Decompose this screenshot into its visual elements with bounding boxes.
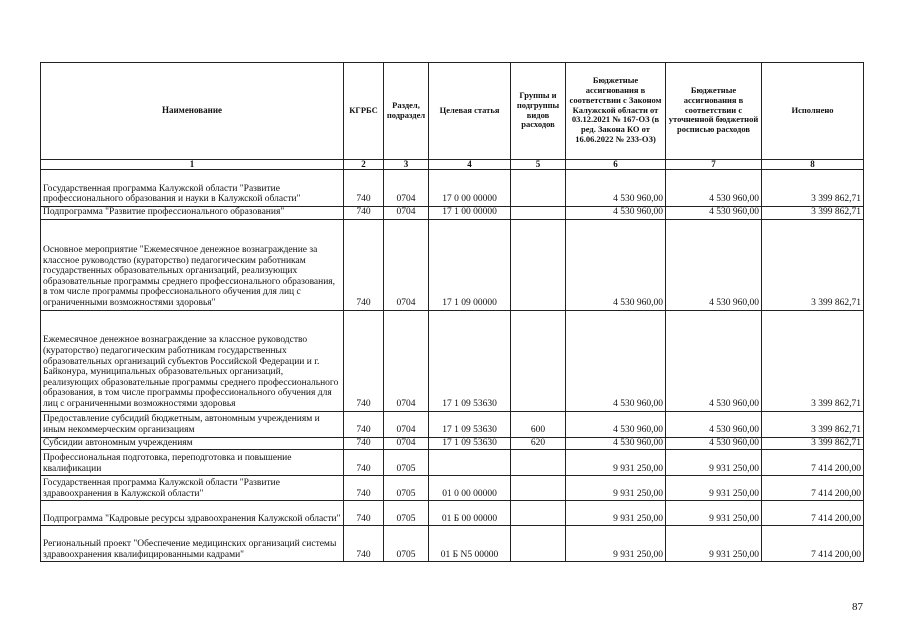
- row-kgrbs: 740: [344, 411, 384, 437]
- row-kgrbs: 740: [344, 437, 384, 450]
- table-row: [41, 207, 864, 220]
- column-number-row: [41, 160, 864, 170]
- row-target: [429, 450, 511, 476]
- table-row: [41, 450, 864, 476]
- table-row: [41, 310, 864, 411]
- row-section: 0704: [384, 310, 429, 411]
- row-executed: 7 414 200,00: [762, 450, 864, 476]
- header-name: Наименование: [41, 63, 344, 160]
- row-kgrbs: 740: [344, 476, 384, 501]
- row-section: 0704: [384, 411, 429, 437]
- header-target: Целевая статья: [429, 63, 511, 160]
- row-group: [511, 526, 566, 562]
- row-target: 01 0 00 00000: [429, 476, 511, 501]
- row-executed: 3 399 862,71: [762, 411, 864, 437]
- row-group: [511, 170, 566, 207]
- header-law: Бюджетные ассигнования в соответствии с Законом Калужской области от 03.12.2021 № 167-ОЗ (в ред. Закона КО от 16.06.2022 № 233-ОЗ): [566, 63, 666, 160]
- header-refined: Бюджетные ассигнования в соответствии с уточненной бюджетной росписью расходов: [666, 63, 762, 160]
- column-number: 1: [41, 160, 344, 170]
- table-row: [41, 476, 864, 501]
- row-law: 9 931 250,00: [566, 501, 666, 526]
- row-refined: 9 931 250,00: [666, 450, 762, 476]
- row-law: 4 530 960,00: [566, 411, 666, 437]
- column-number: 5: [511, 160, 566, 170]
- row-executed: 3 399 862,71: [762, 310, 864, 411]
- row-executed: 3 399 862,71: [762, 170, 864, 207]
- row-refined: 4 530 960,00: [666, 219, 762, 310]
- row-name: Подпрограмма "Развитие профессионального образования": [41, 207, 344, 220]
- budget-table: [40, 62, 864, 562]
- row-executed: 3 399 862,71: [762, 437, 864, 450]
- row-section: 0705: [384, 526, 429, 562]
- row-group: [511, 450, 566, 476]
- row-law: 4 530 960,00: [566, 170, 666, 207]
- row-section: 0704: [384, 207, 429, 220]
- row-executed: 3 399 862,71: [762, 219, 864, 310]
- row-law: 9 931 250,00: [566, 476, 666, 501]
- row-refined: 9 931 250,00: [666, 501, 762, 526]
- row-section: 0704: [384, 170, 429, 207]
- row-target: 01 Б 00 00000: [429, 501, 511, 526]
- header-executed: Исполнено: [762, 63, 864, 160]
- header-section: Раздел, подраздел: [384, 63, 429, 160]
- row-refined: 9 931 250,00: [666, 476, 762, 501]
- column-number: 6: [566, 160, 666, 170]
- row-executed: 7 414 200,00: [762, 501, 864, 526]
- column-number: 8: [762, 160, 864, 170]
- row-law: 9 931 250,00: [566, 526, 666, 562]
- row-group: 600: [511, 411, 566, 437]
- row-kgrbs: 740: [344, 501, 384, 526]
- page-number: 87: [852, 601, 863, 613]
- row-group: [511, 219, 566, 310]
- table-row: [41, 526, 864, 562]
- row-section: 0705: [384, 450, 429, 476]
- row-law: 4 530 960,00: [566, 219, 666, 310]
- row-name: Государственная программа Калужской области "Развитие здравоохранения в Калужской области": [41, 476, 344, 501]
- table-row: [41, 501, 864, 526]
- table-row: [41, 437, 864, 450]
- table-row: [41, 170, 864, 207]
- row-kgrbs: 740: [344, 526, 384, 562]
- column-number: 2: [344, 160, 384, 170]
- row-name: Подпрограмма "Кадровые ресурсы здравоохранения Калужской области": [41, 501, 344, 526]
- row-executed: 3 399 862,71: [762, 207, 864, 220]
- row-target: 17 1 09 53630: [429, 411, 511, 437]
- row-law: 4 530 960,00: [566, 310, 666, 411]
- row-group: [511, 476, 566, 501]
- header-kgrbs: КГРБС: [344, 63, 384, 160]
- row-refined: 4 530 960,00: [666, 310, 762, 411]
- row-kgrbs: 740: [344, 310, 384, 411]
- row-law: 4 530 960,00: [566, 207, 666, 220]
- row-target: 17 1 09 53630: [429, 437, 511, 450]
- row-name: Основное мероприятие "Ежемесячное денежное вознаграждение за классное руководство (кураторство) педагогическим работникам государственных образовательных организаций, реализующих образовательные программы среднего профессионального образования, в том числе программы профессионального обучения для лиц с ограниченными возможностями здоровья": [41, 219, 344, 310]
- row-refined: 4 530 960,00: [666, 207, 762, 220]
- row-law: 4 530 960,00: [566, 437, 666, 450]
- header-groups: Группы и подгруппы видов расходов: [511, 63, 566, 160]
- row-group: [511, 207, 566, 220]
- row-refined: 4 530 960,00: [666, 437, 762, 450]
- row-kgrbs: 740: [344, 450, 384, 476]
- row-target: 17 0 00 00000: [429, 170, 511, 207]
- row-group: [511, 501, 566, 526]
- table-row: [41, 411, 864, 437]
- row-name: Субсидии автономным учреждениям: [41, 437, 344, 450]
- row-section: 0705: [384, 501, 429, 526]
- row-executed: 7 414 200,00: [762, 476, 864, 501]
- row-section: 0704: [384, 437, 429, 450]
- table-row: [41, 219, 864, 310]
- row-name: Региональный проект "Обеспечение медицинских организаций системы здравоохранения квалифицированными кадрами": [41, 526, 344, 562]
- row-section: 0705: [384, 476, 429, 501]
- row-name: Предоставление субсидий бюджетным, автономным учреждениям и иным некоммерческим организациям: [41, 411, 344, 437]
- column-number: 3: [384, 160, 429, 170]
- row-target: 17 1 09 00000: [429, 219, 511, 310]
- row-target: 17 1 00 00000: [429, 207, 511, 220]
- column-number: 4: [429, 160, 511, 170]
- row-refined: 9 931 250,00: [666, 526, 762, 562]
- row-group: [511, 310, 566, 411]
- row-target: 17 1 09 53630: [429, 310, 511, 411]
- row-name: Профессиональная подготовка, переподготовка и повышение квалификации: [41, 450, 344, 476]
- row-refined: 4 530 960,00: [666, 170, 762, 207]
- row-kgrbs: 740: [344, 170, 384, 207]
- row-kgrbs: 740: [344, 207, 384, 220]
- row-refined: 4 530 960,00: [666, 411, 762, 437]
- row-target: 01 Б N5 00000: [429, 526, 511, 562]
- row-law: 9 931 250,00: [566, 450, 666, 476]
- row-name: Ежемесячное денежное вознаграждение за классное руководство (кураторство) педагогическим работникам государственных образовательных организаций субъектов Российской Федерации и г. Байконура, муниципальных образовательных организаций, реализующих образовательные программы среднего профессионального образования, в том числе программы профессионального обучения для лиц с ограниченными возможностями здоровья: [41, 310, 344, 411]
- row-kgrbs: 740: [344, 219, 384, 310]
- row-executed: 7 414 200,00: [762, 526, 864, 562]
- row-name: Государственная программа Калужской области "Развитие профессионального образования и науки в Калужской области": [41, 170, 344, 207]
- row-group: 620: [511, 437, 566, 450]
- row-section: 0704: [384, 219, 429, 310]
- table-header-row: [41, 63, 864, 160]
- column-number: 7: [666, 160, 762, 170]
